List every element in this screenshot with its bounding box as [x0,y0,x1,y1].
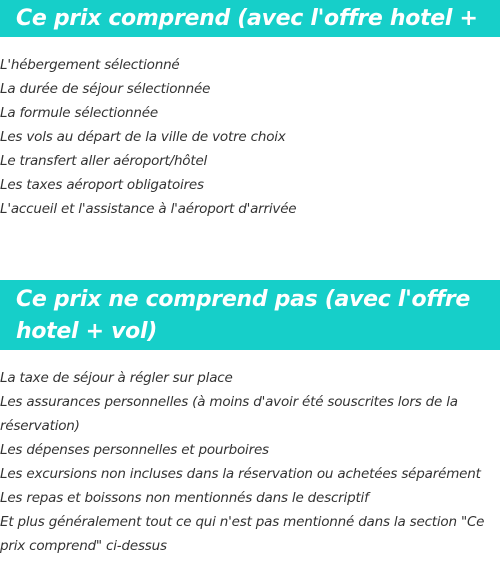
excludes-item: Les assurances personnelles (à moins d'avoir été souscrites lors de la réservation) [0,394,458,434]
excludes-item: La taxe de séjour à régler sur place [0,370,233,386]
excludes-item: Et plus généralement tout ce qui n'est pas mentionné dans la section "Ce prix comprend" ci-dessus [0,514,485,554]
includes-list [0,53,500,221]
price-includes-section [0,0,500,221]
includes-item: Les vols au départ de la ville de votre choix [0,129,286,145]
excludes-item: Les dépenses personnelles et pourboires [0,442,269,458]
includes-item: Les taxes aéroport obligatoires [0,177,204,193]
includes-heading: Ce prix comprend (avec l'offre hotel + vol) [0,0,500,37]
excludes-list [0,366,500,558]
includes-item: Le transfert aller aéroport/hôtel [0,153,208,169]
includes-item: L'hébergement sélectionné [0,57,180,73]
price-excludes-section [0,280,500,558]
excludes-item: Les repas et boissons non mentionnés dans le descriptif [0,490,369,506]
excludes-heading: Ce prix ne comprend pas (avec l'offre hotel + vol) [0,280,500,350]
includes-item: La formule sélectionnée [0,105,158,121]
includes-item: L'accueil et l'assistance à l'aéroport d'arrivée [0,201,297,217]
includes-item: La durée de séjour sélectionnée [0,81,211,97]
excludes-item: Les excursions non incluses dans la réservation ou achetées séparément [0,466,481,482]
